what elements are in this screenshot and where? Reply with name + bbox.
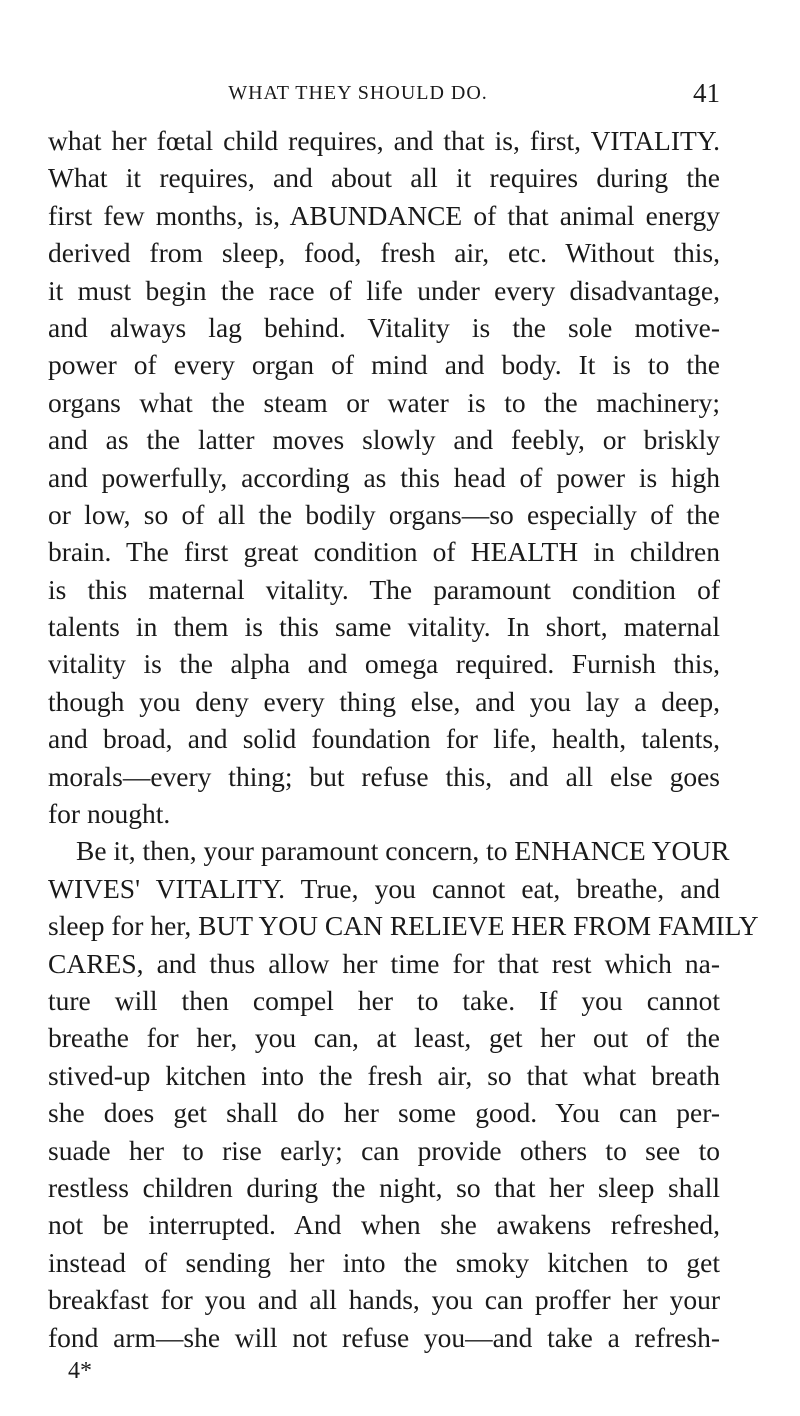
text-line: power of every organ of mind and body. It is to the xyxy=(48,349,720,381)
text-line: restless children during the night, so that her sleep shall xyxy=(48,1171,720,1203)
running-title: WHAT THEY SHOULD DO. xyxy=(228,82,488,104)
text-line: sleep for her, BUT YOU CAN RELIEVE HER FROM FAMILY xyxy=(48,910,759,942)
text-line: derived from sleep, food, fresh air, etc. Without this, xyxy=(48,237,720,269)
text-line: though you deny every thing else, and you lay a deep, xyxy=(48,685,720,717)
text-line: breakfast for you and all hands, you can proffer her your xyxy=(48,1284,720,1316)
text-line: is this maternal vitality. The paramount condition of xyxy=(48,573,720,605)
text-line: WIVES' VITALITY. True, you cannot eat, breathe, and xyxy=(48,872,720,904)
text-line: she does get shall do her some good. You can per- xyxy=(48,1097,720,1129)
text-line: instead of sending her into the smoky kitchen to get xyxy=(48,1246,720,1278)
text-line: not be interrupted. And when she awakens refreshed, xyxy=(48,1209,720,1241)
body-text xyxy=(48,122,759,1393)
text-line: What it requires, and about all it requires during the xyxy=(48,162,720,194)
page-number: 41 xyxy=(693,78,720,108)
text-line: talents in them is this same vitality. In short, maternal xyxy=(48,611,720,643)
text-line: or low, so of all the bodily organs—so especially of the xyxy=(48,498,720,530)
text-line: and as the latter moves slowly and feebly, or briskly xyxy=(48,424,720,456)
text-line: it must begin the race of life under every disadvantage, xyxy=(48,274,720,306)
signature-mark: 4* xyxy=(68,1357,92,1384)
text-line: what her fœtal child requires, and that is, first, VITALITY. xyxy=(48,125,720,156)
text-line: morals—every thing; but refuse this, and all else goes xyxy=(48,760,720,792)
text-line: ture will then compel her to take. If you cannot xyxy=(48,984,720,1016)
text-line: and always lag behind. Vitality is the sole motive- xyxy=(48,311,720,343)
text-line: suade her to rise early; can provide others to see to xyxy=(48,1134,720,1166)
text-line: breathe for her, you can, at least, get her out of the xyxy=(48,1022,720,1054)
page-header xyxy=(48,78,720,112)
text-line: stived-up kitchen into the fresh air, so that what breath xyxy=(48,1059,720,1091)
text-line: first few months, is, ABUNDANCE of that animal energy xyxy=(48,199,720,231)
text-line: organs what the steam or water is to the machinery; xyxy=(48,386,720,418)
text-line: brain. The first great condition of HEALTH in children xyxy=(48,536,720,568)
text-line: Be it, then, your paramount concern, to ENHANCE YOUR xyxy=(76,835,730,867)
text-line: for nought. xyxy=(48,798,171,830)
text-line: and broad, and solid foundation for life, health, talents, xyxy=(48,723,720,755)
text-line: fond arm—she will not refuse you—and take a refresh- xyxy=(48,1321,720,1353)
text-line: and powerfully, according as this head of power is high xyxy=(48,461,720,493)
text-line: CARES, and thus allow her time for that rest which na- xyxy=(48,947,720,979)
text-line: vitality is the alpha and omega required. Furnish this, xyxy=(48,648,720,680)
